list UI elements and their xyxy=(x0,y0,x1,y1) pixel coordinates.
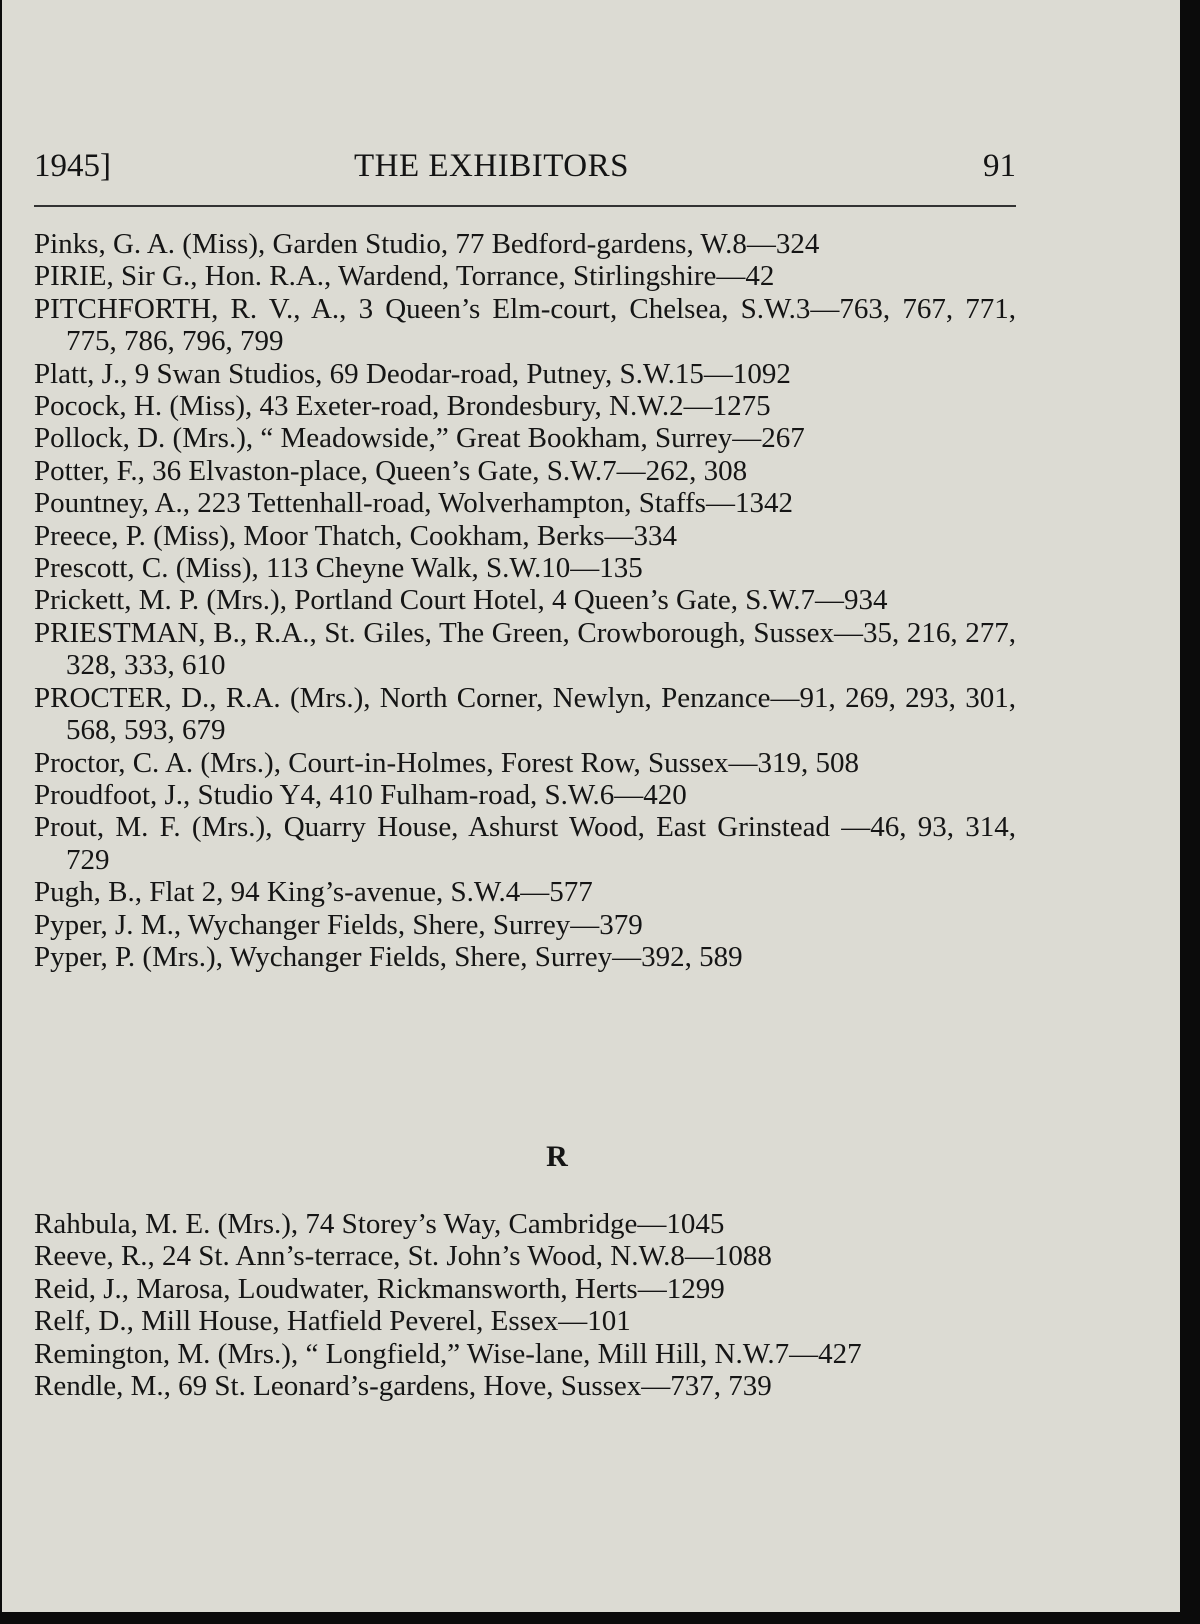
entry-item: Potter, F., 36 Elvaston-place, Queen’s Gate, S.W.7—262, 308 xyxy=(34,454,748,487)
entry-item: PITCHFORTH, R. V., A., 3 Queen’s Elm-court, Chelsea, S.W.3—763, 767, 771, 775, 786, 796, 799 xyxy=(34,292,1016,358)
entry-item: Pocock, H. (Miss), 43 Exeter-road, Brondesbury, N.W.2—1275 xyxy=(34,390,771,423)
entry-item: Relf, D., Mill House, Hatfield Peverel, Essex—101 xyxy=(34,1305,631,1338)
entry-item: Pugh, B., Flat 2, 94 King’s-avenue, S.W.4—577 xyxy=(34,876,593,909)
entry-item: Pollock, D. (Mrs.), “ Meadowside,” Great Bookham, Surrey—267 xyxy=(34,422,805,455)
entry-item: Proudfoot, J., Studio Y4, 410 Fulham-road, S.W.6—420 xyxy=(34,778,687,811)
header-year: 1945] xyxy=(34,148,111,184)
entry-item: Prickett, M. P. (Mrs.), Portland Court Hotel, 4 Queen’s Gate, S.W.7—934 xyxy=(34,584,888,617)
entry-item: Reeve, R., 24 St. Ann’s-terrace, St. John’s Wood, N.W.8—1088 xyxy=(34,1240,772,1273)
entry-item: Preece, P. (Miss), Moor Thatch, Cookham, Berks—334 xyxy=(34,519,678,552)
entry-item: Reid, J., Marosa, Loudwater, Rickmansworth, Herts—1299 xyxy=(34,1272,725,1305)
page-number: 91 xyxy=(983,148,1016,184)
entry-item: Proctor, C. A. (Mrs.), Court-in-Holmes, Forest Row, Sussex—319, 508 xyxy=(34,746,860,779)
book-page xyxy=(2,0,1180,1612)
entry-item: Pinks, G. A. (Miss), Garden Studio, 77 Bedford-gardens, W.8—324 xyxy=(34,228,820,260)
section-heading-r: R xyxy=(546,1140,568,1173)
entry-item: Remington, M. (Mrs.), “ Longfield,” Wise-lane, Mill Hill, N.W.7—427 xyxy=(34,1337,862,1370)
entry-item: Pyper, P. (Mrs.), Wychanger Fields, Shere, Surrey—392, 589 xyxy=(34,940,743,973)
entry-item: Rahbula, M. E. (Mrs.), 74 Storey’s Way, Cambridge—1045 xyxy=(34,1208,725,1240)
entry-item: Platt, J., 9 Swan Studios, 69 Deodar-road, Putney, S.W.15—1092 xyxy=(34,357,791,390)
entries-list-r xyxy=(34,1208,1016,1402)
entry-item: PRIESTMAN, B., R.A., St. Giles, The Green, Crowborough, Sussex—35, 216, 277, 328, 333, 610 xyxy=(34,616,1016,682)
entry-item: Pyper, J. M., Wychanger Fields, Shere, Surrey—379 xyxy=(34,908,643,941)
entry-item: Prescott, C. (Miss), 113 Cheyne Walk, S.W.10—135 xyxy=(34,552,643,585)
entry-item: Pountney, A., 223 Tettenhall-road, Wolverhampton, Staffs—1342 xyxy=(34,487,793,520)
entry-item: PIRIE, Sir G., Hon. R.A., Wardend, Torrance, Stirlingshire—42 xyxy=(34,260,775,293)
entries-list-p xyxy=(34,228,1016,973)
running-header xyxy=(34,148,1016,196)
entry-item: Rendle, M., 69 St. Leonard’s-gardens, Hove, Sussex—737, 739 xyxy=(34,1370,772,1403)
entry-item: Prout, M. F. (Mrs.), Quarry House, Ashurst Wood, East Grinstead —46, 93, 314, 729 xyxy=(34,811,1016,876)
entry-item: PROCTER, D., R.A. (Mrs.), North Corner, Newlyn, Penzance—91, 269, 293, 301, 568, 593, 679 xyxy=(34,681,1016,747)
header-title: THE EXHIBITORS xyxy=(354,148,629,184)
header-rule xyxy=(34,205,1016,207)
